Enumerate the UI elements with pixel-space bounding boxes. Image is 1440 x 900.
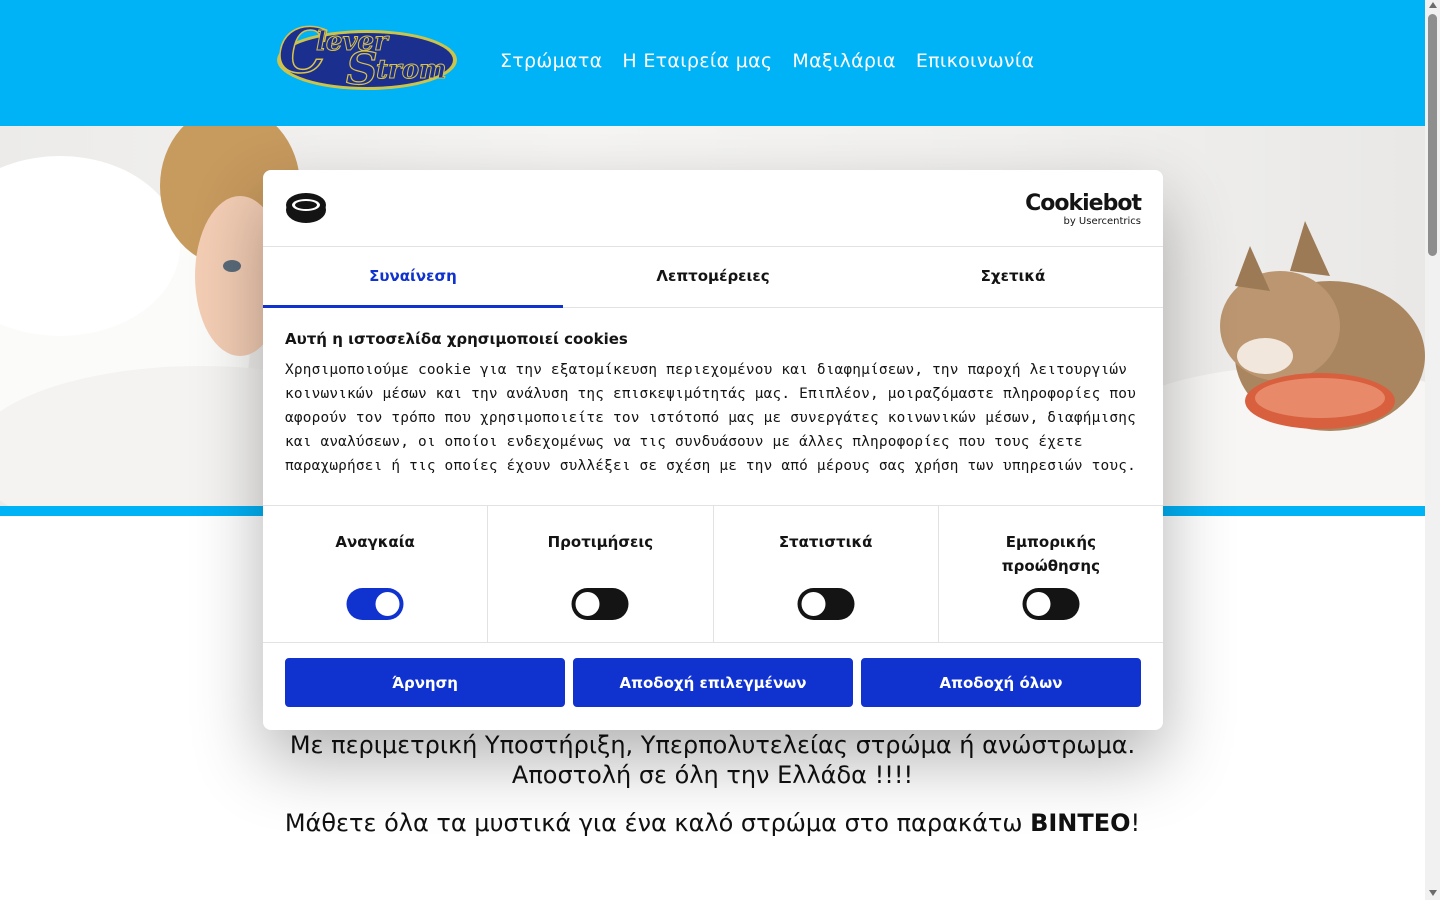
main-nav	[500, 50, 1034, 72]
category-preferences	[488, 506, 713, 642]
svg-text:S: S	[346, 44, 378, 95]
marketing-toggle[interactable]	[1022, 588, 1079, 620]
video-text-bold: BINTEO	[1030, 809, 1131, 837]
necessary-toggle[interactable]	[347, 588, 404, 620]
scroll-down-arrow-icon[interactable]	[1429, 890, 1437, 896]
dialog-buttons	[285, 658, 1141, 707]
tab-details[interactable]: Λεπτομέρειες	[656, 267, 770, 285]
dialog-tabs	[263, 247, 1163, 308]
intro-text	[0, 730, 1425, 790]
brand-name: Cookiebot	[1025, 191, 1141, 216]
scroll-thumb[interactable]	[1428, 14, 1437, 256]
svg-text:C: C	[278, 14, 328, 87]
svg-text:trom: trom	[376, 55, 447, 85]
statistics-toggle[interactable]	[797, 588, 854, 620]
scroll-up-arrow-icon[interactable]	[1429, 2, 1437, 8]
consent-text	[285, 358, 1141, 478]
video-text	[0, 808, 1425, 838]
accept-all-button[interactable]: Αποδοχή όλων	[861, 658, 1141, 707]
video-text-prefix: Μάθετε όλα τα μυστικά για ένα καλό στρώμα στο παρακάτω	[284, 809, 1031, 837]
accept-selected-button[interactable]: Αποδοχή επιλεγμένων	[573, 658, 853, 707]
nav-pillows[interactable]: Μαξιλάρια	[792, 50, 896, 72]
toggle-knob	[801, 592, 825, 616]
category-marketing	[939, 506, 1163, 642]
consent-content	[285, 330, 1141, 478]
site-header	[0, 0, 1425, 126]
intro-line-1: Με περιμετρική Υποστήριξη, Υπερπολυτελείας στρώμα ή ανώστρωμα.	[289, 731, 1136, 759]
cookie-consent-dialog	[263, 170, 1163, 730]
category-statistics	[714, 506, 939, 642]
preferences-toggle[interactable]	[572, 588, 629, 620]
category-label: Αναγκαία	[335, 533, 415, 551]
clever-strom-logo[interactable]	[272, 10, 462, 96]
video-text-suffix: !	[1130, 809, 1141, 837]
consent-text-line: αφορούν τον τρόπο που χρησιμοποιείτε τον ιστότοπό μας με συνεργάτες κοινωνικών μέσων, διαφήμισης	[285, 410, 1136, 426]
category-necessary	[263, 506, 488, 642]
page-scrollbar[interactable]	[1425, 0, 1440, 900]
nav-mattresses[interactable]: Στρώματα	[500, 50, 603, 72]
deny-button[interactable]: Άρνηση	[285, 658, 565, 707]
toggle-knob	[1026, 592, 1050, 616]
tab-about[interactable]: Σχετικά	[980, 267, 1046, 285]
nav-contact[interactable]: Επικοινωνία	[915, 50, 1035, 72]
consent-text-line: κοινωνικών μέσων και την ανάλυση της επισκεψιμότητάς μας. Επιπλέον, μοιραζόμαστε πληροφορίες που	[285, 386, 1136, 402]
brand-by: by Usercentrics	[1063, 216, 1141, 227]
consent-text-line: και αναλύσεων, οι οποίοι ενδεχομένως να τις συνδυάσουν με άλλες πληροφορίες που τους έχετε	[285, 434, 1083, 450]
toggle-knob	[576, 592, 600, 616]
toggle-knob	[376, 592, 400, 616]
nav-company[interactable]: Η Εταιρεία μας	[622, 50, 773, 72]
svg-text:lever: lever	[316, 27, 388, 57]
tab-consent[interactable]: Συναίνεση	[263, 247, 563, 307]
category-label: Προτιμήσεις	[547, 533, 654, 551]
cookie-categories	[263, 505, 1163, 643]
consent-text-line: παραχωρήσει ή τις οποίες έχουν συλλέξει σε σχέση με την από μέρους σας χρήση των υπηρεσιών τους.	[285, 458, 1136, 474]
cookiebot-brand[interactable]	[1025, 192, 1141, 227]
cookie-logo-icon	[285, 192, 327, 224]
category-label: Εμπορικής προώθησης	[1001, 533, 1100, 575]
consent-text-line: Χρησιμοποιούμε cookie για την εξατομίκευση περιεχομένου και διαφημίσεων, την παροχή λειτουργιών	[285, 362, 1128, 378]
dialog-header	[263, 170, 1163, 247]
intro-line-2: Αποστολή σε όλη την Ελλάδα !!!!	[511, 761, 914, 789]
consent-heading: Αυτή η ιστοσελίδα χρησιμοποιεί cookies	[285, 330, 628, 348]
category-label: Στατιστικά	[778, 533, 873, 551]
